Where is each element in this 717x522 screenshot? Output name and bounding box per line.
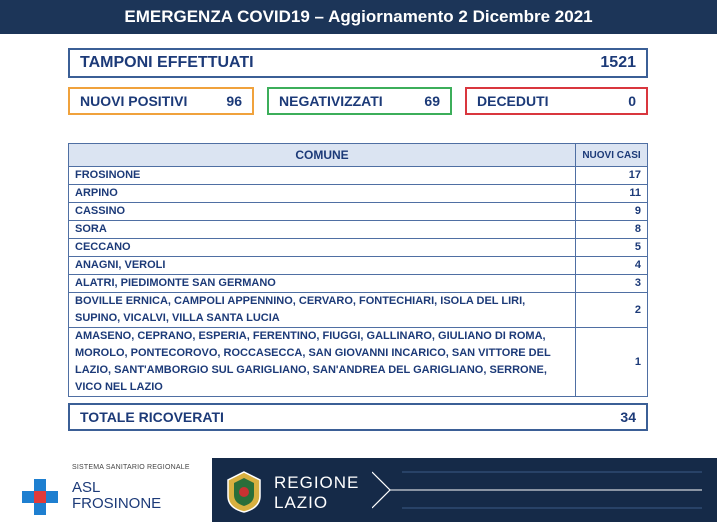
comuni-table [68,143,648,397]
comune-cell: SORA [69,221,576,239]
table-row [69,293,648,328]
deceduti-value: 0 [628,93,636,109]
table-row [69,257,648,275]
tamponi-value: 1521 [600,54,636,71]
col-comune-header: COMUNE [69,144,576,167]
nuovi-casi-cell: 1 [576,328,648,397]
col-nuovi-casi-header: NUOVI CASI [576,144,648,167]
comune-cell: FROSINONE [69,167,576,185]
asl-logo-area [0,458,212,522]
table-row [69,185,648,203]
negativizzati-box [267,87,452,115]
asl-line2: FROSINONE [72,495,162,512]
page-title: EMERGENZA COVID19 – Aggiornamento 2 Dicembre 2021 [0,0,717,34]
regione-lazio-text [274,473,359,513]
ssr-label: SISTEMA SANITARIO REGIONALE [72,464,190,471]
table-header-row [69,144,648,167]
totale-ricoverati-value: 34 [620,409,636,425]
comune-cell: ALATRI, PIEDIMONTE SAN GERMANO [69,275,576,293]
table-row [69,221,648,239]
tamponi-box [68,48,648,78]
nuovi-positivi-label: NUOVI POSITIVI [80,93,188,109]
nuovi-positivi-value: 96 [226,93,242,109]
tamponi-label: TAMPONI EFFETTUATI [80,54,254,71]
table-row [69,167,648,185]
nuovi-positivi-box [68,87,254,115]
table-row [69,203,648,221]
regione-lazio-crest-icon [224,470,264,514]
deceduti-box [465,87,648,115]
nuovi-casi-cell: 17 [576,167,648,185]
comune-cell: CASSINO [69,203,576,221]
asl-line1: ASL [72,479,101,496]
nuovi-casi-cell: 5 [576,239,648,257]
comune-cell: ANAGNI, VEROLI [69,257,576,275]
table-row [69,239,648,257]
nuovi-casi-cell: 2 [576,293,648,328]
negativizzati-label: NEGATIVIZZATI [279,93,383,109]
regione-lazio-banner [212,458,717,522]
table-row [69,275,648,293]
nuovi-casi-cell: 8 [576,221,648,239]
deceduti-label: DECEDUTI [477,93,549,109]
regione-line1: REGIONE [274,473,360,492]
table-row [69,328,648,397]
nuovi-casi-cell: 11 [576,185,648,203]
nuovi-casi-cell: 9 [576,203,648,221]
comune-cell: ARPINO [69,185,576,203]
totale-ricoverati-box [68,403,648,431]
comune-cell: AMASENO, CEPRANO, ESPERIA, FERENTINO, FIUGGI, GALLINARO, GIULIANO DI ROMA, MOROLO, PONTECOROVO, ROCCASECCA, SAN GIOVANNI INCARICO, SAN VITTORE DEL LAZIO, SANT'AMBORGIO SUL GARIGLIANO, SAN'ANDREA DEL GARIGLIANO, SERRONE, VICO NEL LAZIO [69,328,576,397]
comune-cell: BOVILLE ERNICA, CAMPOLI APPENNINO, CERVARO, FONTECHIARI, ISOLA DEL LIRI, SUPINO, VICALVI, VILLA SANTA LUCIA [69,293,576,328]
nuovi-casi-cell: 3 [576,275,648,293]
asl-cross-icon [22,479,58,515]
nuovi-casi-cell: 4 [576,257,648,275]
comune-cell: CECCANO [69,239,576,257]
totale-ricoverati-label: TOTALE RICOVERATI [80,409,224,425]
asl-name [72,480,161,512]
regione-line2: LAZIO [274,493,329,512]
negativizzati-value: 69 [424,93,440,109]
decorative-stripes [372,462,702,518]
